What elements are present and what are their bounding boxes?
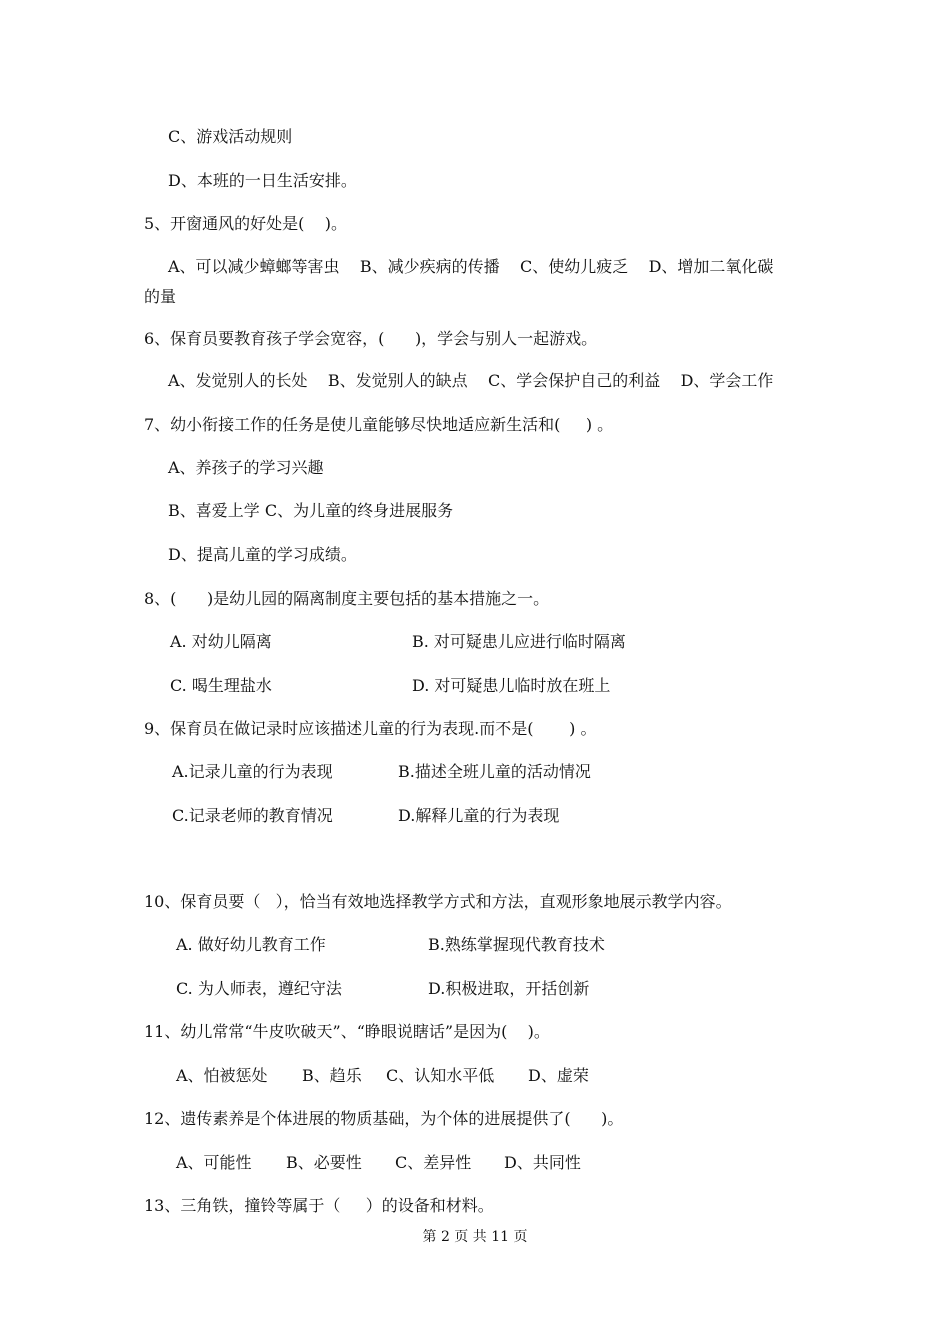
question-12-option-b: B、必要性 — [286, 1153, 362, 1172]
question-10: 10、保育员要（ ），恰当有效地选择教学方式和方法，直观形象地展示教学内容。 — [144, 892, 732, 911]
question-10-option-c: C. 为人师表，遵纪守法 — [176, 979, 342, 998]
question-13: 13、三角铁，撞铃等属于（ ）的设备和材料。 — [144, 1196, 494, 1215]
question-7-option-d: D、提高儿童的学习成绩。 — [168, 545, 357, 564]
question-11: 11、幼儿常常“牛皮吹破天”、“睁眼说瞎话”是因为( )。 — [144, 1022, 550, 1041]
question-5-options-wrap: 的量 — [144, 287, 177, 306]
question-8: 8、( )是幼儿园的隔离制度主要包括的基本措施之一。 — [144, 589, 550, 608]
question-9-option-b: B.描述全班儿童的活动情况 — [398, 762, 591, 781]
option-d-daily-schedule: D、本班的一日生活安排。 — [168, 171, 357, 190]
question-12-option-d: D、共同性 — [504, 1153, 581, 1172]
question-10-option-d: D.积极进取，开括创新 — [428, 979, 590, 998]
question-12-option-a: A、可能性 — [176, 1153, 252, 1172]
question-7: 7、幼小衔接工作的任务是使儿童能够尽快地适应新生活和( ) 。 — [144, 415, 614, 434]
question-10-option-b: B.熟练掌握现代教育技术 — [428, 935, 605, 954]
question-9: 9、保育员在做记录时应该描述儿童的行为表现.而不是( ) 。 — [144, 719, 597, 738]
question-11-option-b: B、趋乐 — [302, 1066, 362, 1085]
question-7-option-bc: B、喜爱上学 C、为儿童的终身进展服务 — [168, 501, 454, 520]
question-11-option-a: A、怕被惩处 — [176, 1066, 268, 1085]
question-8-option-c: C. 喝生理盐水 — [170, 676, 272, 695]
question-12-option-c: C、差异性 — [395, 1153, 472, 1172]
question-11-option-c: C、认知水平低 — [386, 1066, 495, 1085]
question-9-option-a: A.记录儿童的行为表现 — [172, 762, 333, 781]
question-9-option-c: C.记录老师的教育情况 — [172, 806, 333, 825]
question-5: 5、开窗通风的好处是( )。 — [144, 214, 348, 233]
question-8-option-d: D. 对可疑患儿临时放在班上 — [412, 676, 611, 695]
question-11-option-d: D、虚荣 — [528, 1066, 589, 1085]
question-6: 6、保育员要教育孩子学会宽容，( )，学会与别人一起游戏。 — [144, 329, 598, 348]
page-footer: 第 2 页 共 11 页 — [422, 1229, 528, 1245]
question-10-option-a: A. 做好幼儿教育工作 — [176, 935, 326, 954]
question-8-option-b: B. 对可疑患儿应进行临时隔离 — [412, 632, 626, 651]
question-6-options: A、发觉别人的长处 B、发觉别人的缺点 C、学会保护自己的利益 D、学会工作 — [168, 371, 774, 390]
option-c-game-rules: C、游戏活动规则 — [168, 127, 293, 146]
question-9-option-d: D.解释儿童的行为表现 — [398, 806, 560, 825]
question-12: 12、遗传素养是个体进展的物质基础，为个体的进展提供了( )。 — [144, 1109, 624, 1128]
question-8-option-a: A. 对幼儿隔离 — [170, 632, 272, 651]
question-7-option-a: A、养孩子的学习兴趣 — [168, 458, 324, 477]
question-5-options: A、可以减少蟑螂等害虫 B、减少疾病的传播 C、使幼儿疲乏 D、增加二氧化碳 — [168, 257, 774, 276]
